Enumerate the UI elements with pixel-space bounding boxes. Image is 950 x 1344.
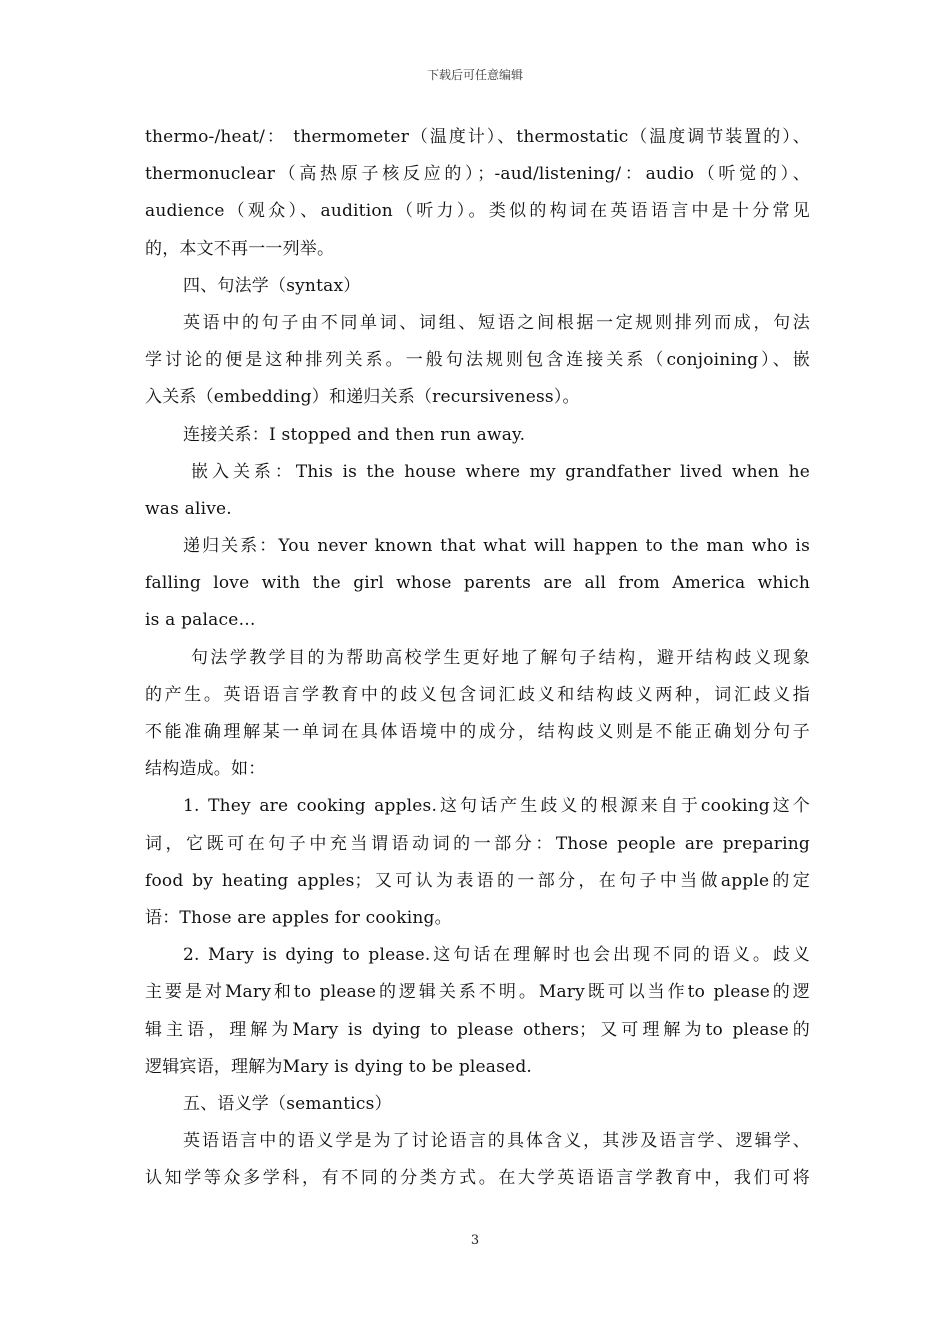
page-number: 3	[470, 1233, 480, 1248]
text-line: thermo-/heat/： thermometer（温度计）、thermostatic（温度调节装置的）、	[145, 127, 810, 147]
section-heading-semantics: 五、语义学（semantics）	[183, 1093, 392, 1114]
text-line: falling love with the girl whose parents are all from America which	[145, 573, 810, 594]
text-line: was alive.	[145, 498, 232, 519]
text-line: 英语中的句子由不同单词、词组、短语之间根据一定规则排列而成，句法	[183, 312, 810, 333]
text-line: 入关系（embedding）和递归关系（recursiveness）。	[145, 387, 580, 408]
text-line: 的，本文不再一一列举。	[145, 238, 335, 259]
text-line: food by heating apples；又可认为表语的一部分，在句子中当做apple的定	[145, 870, 810, 891]
example-embedding: 嵌入关系：This is the house where my grandfather lived when he	[191, 461, 810, 482]
example-recursiveness: 递归关系：You never known that what will happen to the man who is	[183, 536, 810, 557]
text-line: 不能准确理解某一单词在具体语境中的成分，结构歧义则是不能正确划分句子	[145, 722, 810, 742]
text-line: thermonuclear（高热原子核反应的）；-aud/listening/：audio（听觉的）、	[145, 164, 810, 185]
text-line: 英语语言中的语义学是为了讨论语言的具体含义，其涉及语言学、逻辑学、	[183, 1131, 810, 1152]
text-line: audience（观众）、audition（听力）。类似的构词在英语语言中是十分常见	[145, 201, 810, 222]
text-line: 认知学等众多学科，有不同的分类方式。在大学英语语言学教育中，我们可将	[145, 1168, 810, 1189]
text-line: 句法学教学目的为帮助高校学生更好地了解句子结构，避开结构歧义现象	[191, 647, 810, 668]
text-line: 辑主语，理解为Mary is dying to please others；又可理解为to please的	[145, 1019, 810, 1040]
document-body	[145, 119, 810, 1197]
example-1: 1. They are cooking apples.这句话产生歧义的根源来自于cooking这个	[183, 796, 810, 817]
text-line: 逻辑宾语，理解为Mary is dying to be pleased.	[145, 1056, 533, 1077]
text-line: 的产生。英语语言学教育中的歧义包含词汇歧义和结构歧义两种，词汇歧义指	[145, 684, 810, 705]
text-line: 主要是对Mary和to please的逻辑关系不明。Mary既可以当作to please的逻	[145, 982, 810, 1003]
example-conjoining: 连接关系：I stopped and then run away.	[183, 424, 526, 445]
text-line: 语：Those are apples for cooking。	[145, 907, 452, 928]
example-2: 2. Mary is dying to please.这句话在理解时也会出现不同的语义。歧义	[183, 945, 810, 966]
text-line: is a palace…	[145, 610, 256, 631]
page-header: 下载后可任意编辑	[426, 68, 523, 82]
section-heading-syntax: 四、句法学（syntax）	[183, 275, 361, 296]
text-line: 学讨论的便是这种排列关系。一般句法规则包含连接关系（conjoining）、嵌	[145, 350, 810, 371]
text-line: 结构造成。如：	[145, 759, 266, 780]
text-line: 词，它既可在句子中充当谓语动词的一部分：Those people are preparing	[145, 833, 810, 854]
